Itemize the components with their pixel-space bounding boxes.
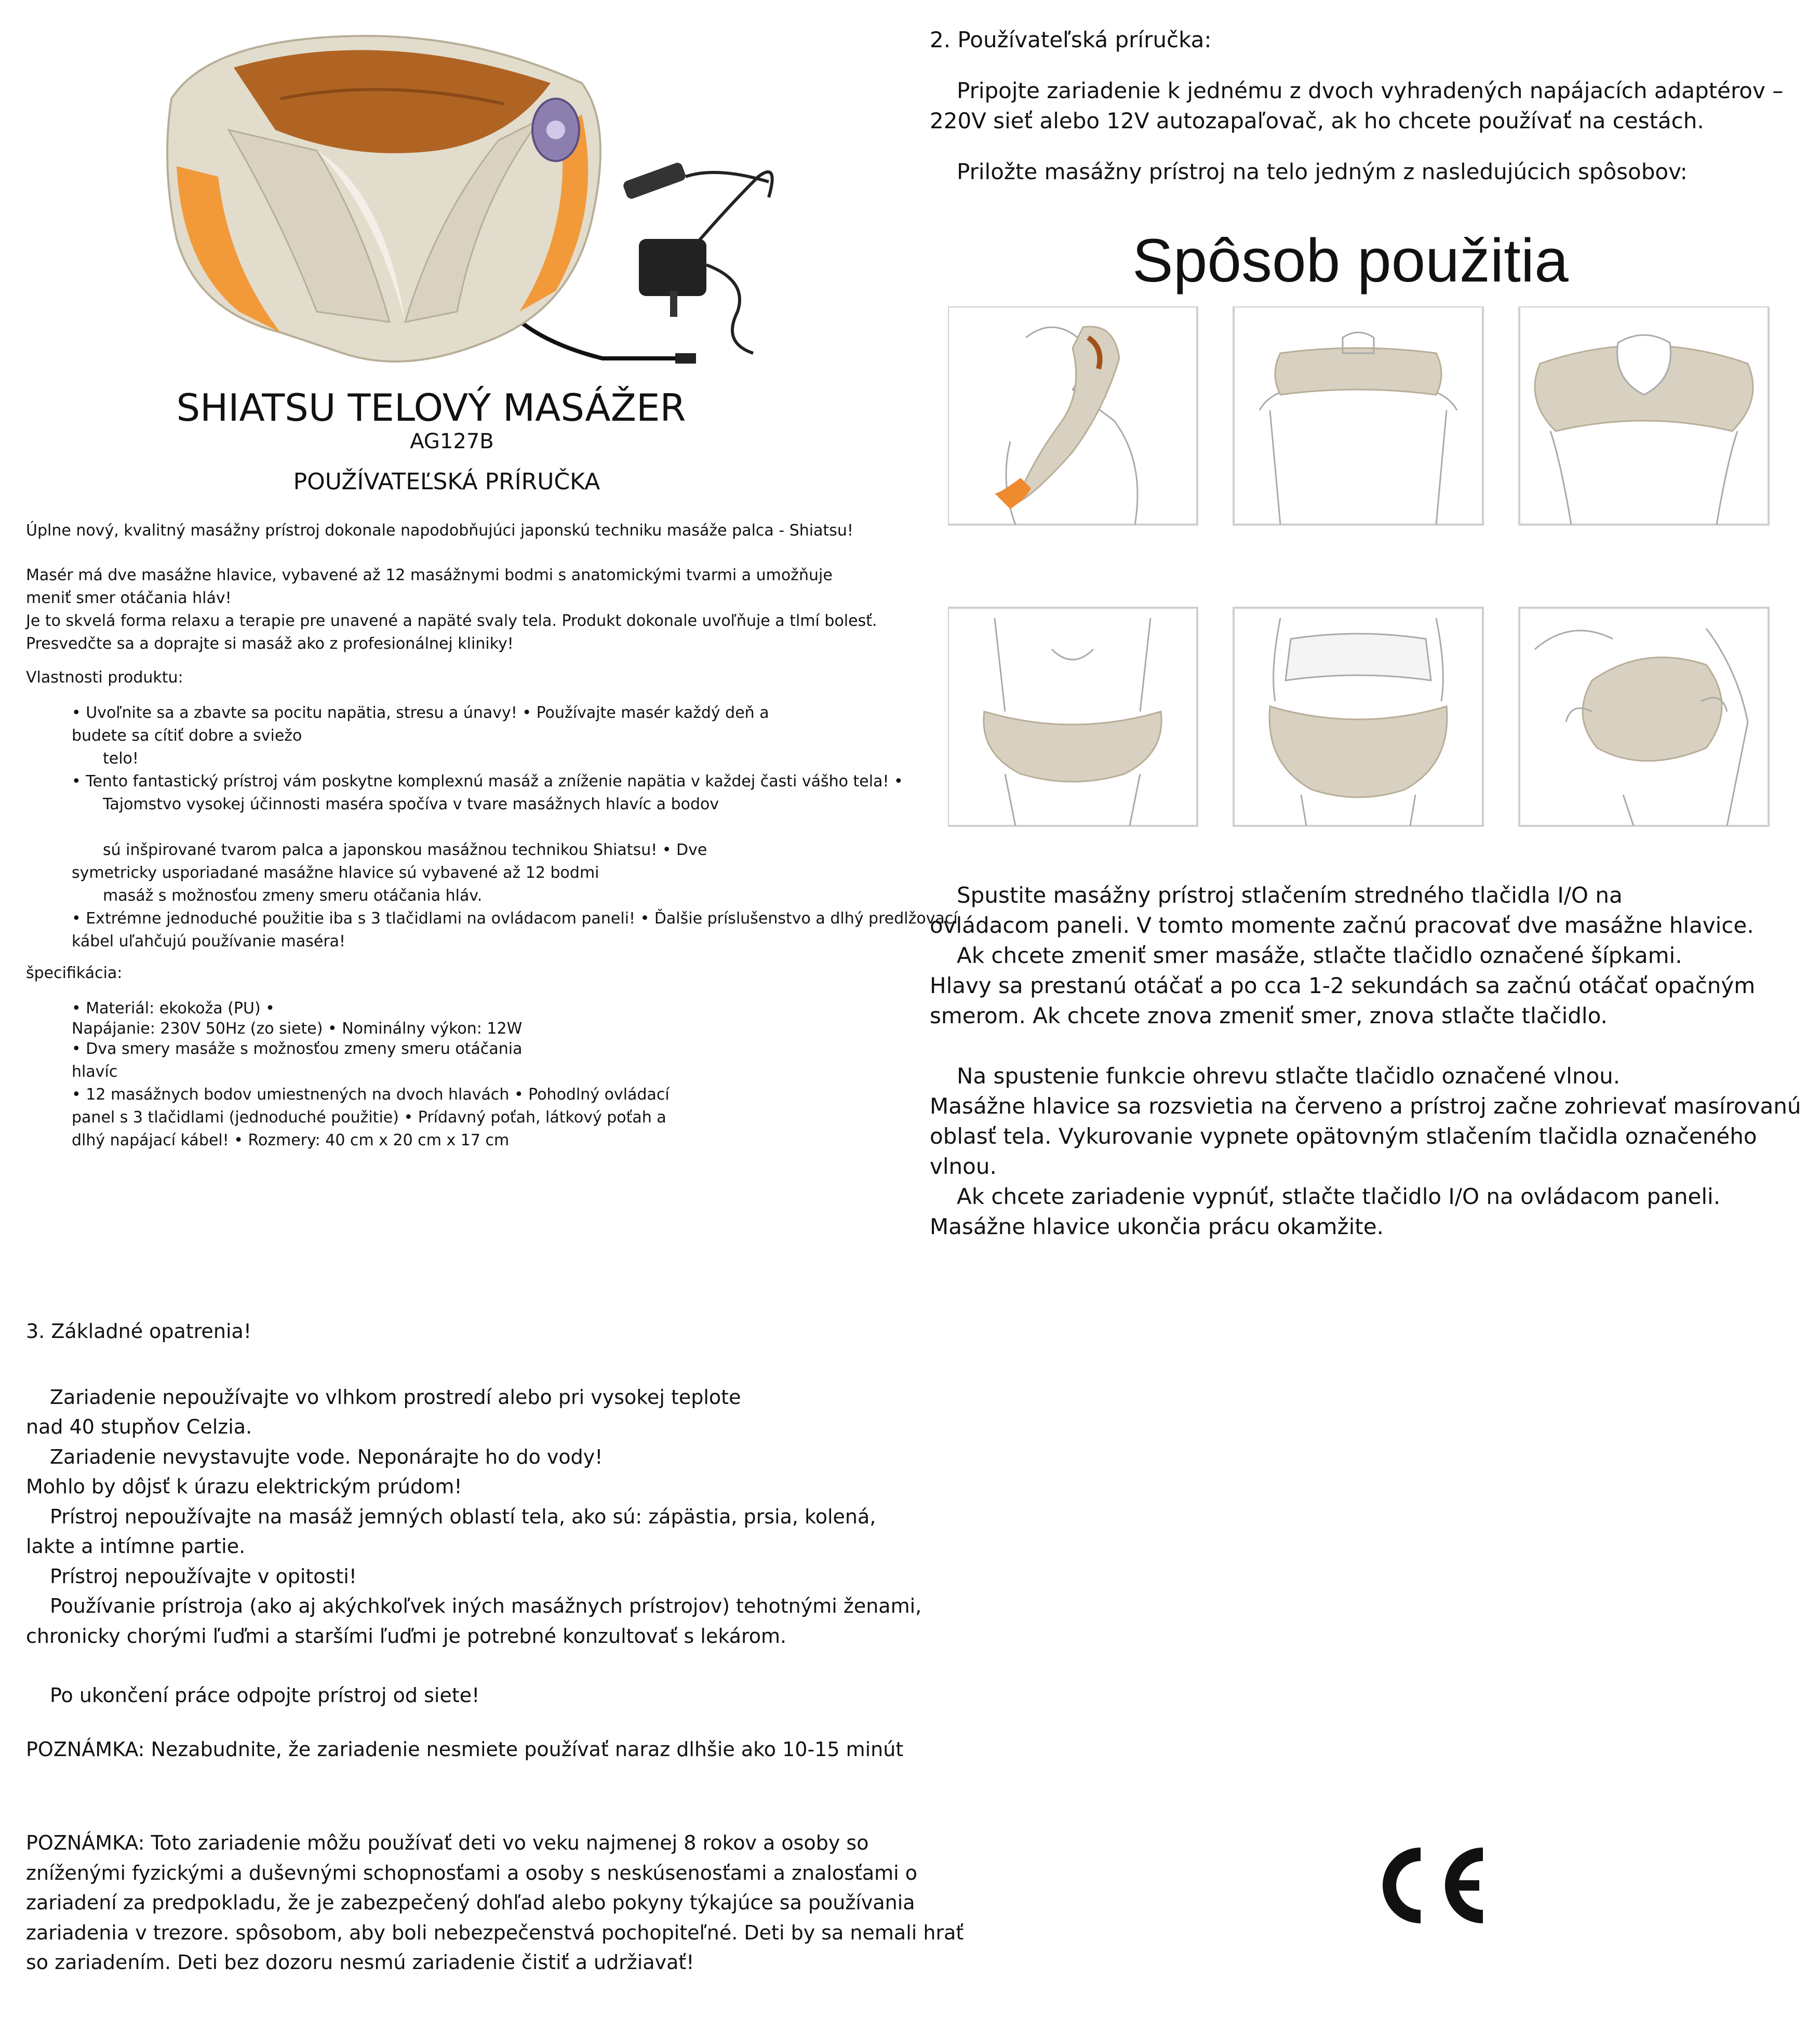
panel-waist	[1234, 608, 1483, 826]
operation-line: smerom. Ak chcete znova zmeniť smer, znova stlačte tlačidlo.	[930, 1003, 1608, 1028]
note-line: zariadenia v trezore. spôsobom, aby boli nebezpečenstvá pochopiteľné. Deti by sa nemali hrať	[26, 1921, 964, 1944]
operation-line: Spustite masážny prístroj stlačením stredného tlačidla I/O na	[957, 882, 1623, 908]
spec-line: • 12 masážnych bodov umiestnených na dvoch hlavách • Pohodlný ovládací	[72, 1086, 670, 1104]
panel-thigh	[1519, 608, 1769, 826]
operation-line: vlnou.	[930, 1154, 997, 1179]
usage-method-heading: Spôsob použitia	[1132, 226, 1569, 295]
operation-line: oblasť tela. Vykurovanie vypnete opätovným stlačením tlačidla označeného	[930, 1123, 1757, 1149]
operation-line: Masážne hlavice sa rozsvietia na červeno a prístroj začne zohrievať masírovanú	[930, 1093, 1801, 1119]
operation-line: Ak chcete zariadenie vypnúť, stlačte tlačidlo I/O na ovládacom paneli.	[957, 1184, 1721, 1209]
properties-line: telo!	[103, 749, 139, 768]
panel-neck-side	[948, 306, 1197, 525]
safety-line: chronicky chorými ľuďmi a staršími ľuďmi je potrebné konzultovať s lekárom.	[26, 1624, 787, 1648]
safety-line: Zariadenie nepoužívajte vo vlhkom prostredí alebo pri vysokej teplote	[50, 1385, 741, 1409]
properties-line: • Uvoľnite sa a zbavte sa pocitu napätia, stresu a únavy! • Používajte masér každý deň a	[72, 704, 769, 722]
intro-line: Presvedčte sa a doprajte si masáž ako z profesionálnej kliniky!	[26, 635, 514, 653]
safety-line: nad 40 stupňov Celzia.	[26, 1415, 252, 1438]
note-children	[26, 1828, 964, 1978]
note-line: zariadení za predpokladu, že je zabezpečený dohľad alebo pokyny týkajúce sa používania	[26, 1891, 915, 1914]
properties-line: symetricky usporiadané masážne hlavice sú vybavené až 12 bodmi	[72, 864, 599, 882]
usage-section	[930, 25, 1787, 187]
safety-line: Zariadenie nevystavujte vode. Neponárajte ho do vody!	[50, 1445, 603, 1468]
spec-line: • Materiál: ekokoža (PU) •	[72, 999, 275, 1018]
properties-line: sú inšpirované tvarom palca a japonskou masážnou technikou Shiatsu! • Dve	[103, 841, 707, 859]
properties-line: kábel uľahčujú používanie maséra!	[72, 932, 346, 951]
operation-section	[930, 880, 1801, 1242]
usage-heading: 2. Používateľská príručka:	[930, 27, 1212, 52]
properties-line: Tajomstvo vysokej účinnosti maséra spočíva v tvare masážnych hlavíc a bodov	[103, 795, 719, 813]
spec-line: Napájanie: 230V 50Hz (zo siete) • Nominálny výkon: 12W	[72, 1020, 523, 1038]
note-time-limit: POZNÁMKA: Nezabudnite, že zariadenie nesmiete používať naraz dlhšie ako 10-15 minút	[26, 1738, 904, 1761]
operation-line: Masážne hlavice ukončia prácu okamžite.	[930, 1214, 1384, 1239]
spec-section	[26, 962, 878, 1152]
spec-line: dlhý napájací kábel! • Rozmery: 40 cm x 20 cm x 17 cm	[72, 1131, 510, 1149]
safety-line: Používanie prístroja (ako aj akýchkoľvek iných masážnych prístrojov) tehotnými ženami,	[50, 1595, 922, 1617]
usage-line: 220V sieť alebo 12V autozapaľovač, ak ho chcete používať na cestách.	[930, 108, 1704, 133]
usage-line: Pripojte zariadenie k jednému z dvoch vyhradených napájacích adaptérov –	[957, 78, 1784, 103]
note-line: so zariadením. Deti bez dozoru nesmú zariadenie čistiť a udržiavať!	[26, 1951, 694, 1974]
manual-heading: POUŽÍVATEĽSKÁ PRÍRUČKA	[293, 469, 600, 495]
properties-line: • Extrémne jednoduché použitie iba s 3 tlačidlami na ovládacom paneli! • Ďalšie príslušenstvo a dlhý predlžovací	[72, 909, 958, 928]
intro-section	[26, 519, 878, 655]
usage-illustrations	[948, 306, 1800, 857]
intro-line: Masér má dve masážne hlavice, vybavené až 12 masážnymi bodmi s anatomickými tvarmi a umožňuje	[26, 566, 833, 584]
panel-shoulders-front	[1519, 306, 1769, 525]
safety-line: Prístroj nepoužívajte na masáž jemných oblastí tela, ako sú: zápästia, prsia, kolená,	[50, 1505, 876, 1528]
operation-line: Hlavy sa prestanú otáčať a po cca 1-2 sekundách sa začnú otáčať opačným	[930, 973, 1756, 998]
intro-line: Je to skvelá forma relaxu a terapie pre unavené a napäté svaly tela. Produkt dokonale uvoľňuje a tlmí bolesť.	[26, 612, 877, 630]
intro-paragraph-1: Úplne nový, kvalitný masážny prístroj dokonale napodobňujúci japonskú techniku masáže palca - Shiatsu!	[26, 521, 853, 540]
properties-line: masáž s možnosťou zmeny smeru otáčania hláv.	[103, 887, 483, 905]
note-line: zníženými fyzickými a duševnými schopnosťami a osoby s neskúsenosťami a znalosťami o	[26, 1861, 918, 1884]
panel-lower-back	[948, 608, 1197, 826]
operation-line: Ak chcete zmeniť smer masáže, stlačte tlačidlo označené šípkami.	[957, 943, 1682, 968]
product-model: AG127B	[410, 430, 494, 453]
note-line: POZNÁMKA: Toto zariadenie môžu používať deti vo veku najmenej 8 rokov a osoby so	[26, 1831, 869, 1854]
safety-line: Po ukončení práce odpojte prístroj od siete!	[50, 1684, 480, 1707]
properties-line: budete sa cítiť dobre a sviežo	[72, 727, 302, 745]
intro-line: meniť smer otáčania hláv!	[26, 589, 232, 607]
spec-heading: špecifikácia:	[26, 964, 123, 982]
operation-line: ovládacom paneli. V tomto momente začnú pracovať dve masážne hlavice.	[930, 913, 1754, 938]
spec-line: hlavíc	[72, 1063, 118, 1081]
panel-shoulders-back	[1234, 306, 1483, 525]
product-title: SHIATSU TELOVÝ MASÁŽER	[176, 386, 686, 430]
operation-line: Na spustenie funkcie ohrevu stlačte tlačidlo označené vlnou.	[957, 1063, 1621, 1089]
safety-line: Mohlo by dôjsť k úrazu elektrickým prúdom!	[26, 1475, 462, 1498]
spec-line: panel s 3 tlačidlami (jednoduché použitie) • Prídavný poťah, látkový poťah a	[72, 1108, 666, 1127]
ce-mark-icon	[1376, 1846, 1491, 1924]
properties-heading: Vlastnosti produktu:	[26, 668, 183, 687]
safety-heading: 3. Základné opatrenia!	[26, 1320, 252, 1343]
properties-line: • Tento fantastický prístroj vám poskytne komplexnú masáž a zníženie napätia v každej časti vášho tela! •	[72, 772, 903, 791]
safety-line: lakte a intímne partie.	[26, 1535, 246, 1558]
safety-line: Prístroj nepoužívajte v opitosti!	[50, 1564, 357, 1588]
product-photo	[145, 21, 795, 384]
spec-line: • Dva smery masáže s možnosťou zmeny smeru otáčania	[72, 1040, 523, 1058]
safety-section	[26, 1317, 922, 1711]
properties-section	[26, 666, 958, 953]
usage-line: Priložte masážny prístroj na telo jedným z nasledujúcich spôsobov:	[957, 159, 1688, 184]
